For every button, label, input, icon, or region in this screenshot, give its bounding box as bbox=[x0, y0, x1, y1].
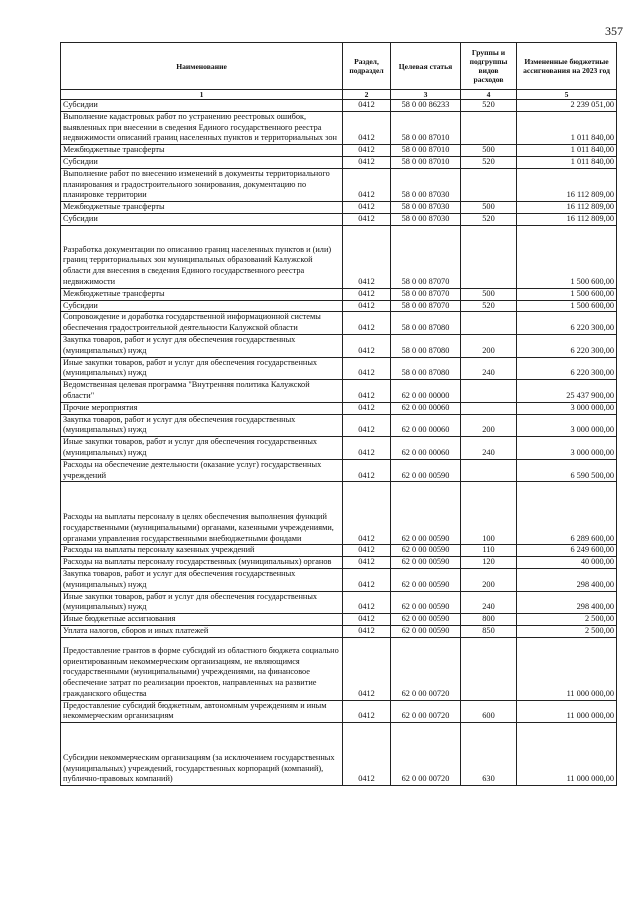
row-name: Сопровождение и доработка государственной информационной системы обеспечения градостроительной деятельности Калужской области bbox=[61, 312, 343, 335]
row-name: Иные закупки товаров, работ и услуг для обеспечения государственных (муниципальных) нужд bbox=[61, 437, 343, 460]
row-target: 58 0 00 87030 bbox=[391, 202, 461, 214]
row-name: Разработка документации по описанию границ населенных пунктов и (или) границ территориальных зон муниципальных образований Калужской области для внесения в сведения Единого государственного реестра недвижимости bbox=[61, 225, 343, 288]
row-group bbox=[461, 225, 517, 288]
table-row bbox=[61, 145, 617, 157]
table-header-row bbox=[61, 43, 617, 90]
row-name: Расходы на выплаты персоналу казенных учреждений bbox=[61, 545, 343, 557]
table-row bbox=[61, 557, 617, 569]
row-section: 0412 bbox=[343, 625, 391, 637]
row-amount: 6 289 600,00 bbox=[517, 482, 617, 545]
row-amount: 25 437 900,00 bbox=[517, 380, 617, 403]
row-section: 0412 bbox=[343, 482, 391, 545]
row-target: 62 0 00 00590 bbox=[391, 614, 461, 626]
row-section: 0412 bbox=[343, 568, 391, 591]
row-amount: 11 000 000,00 bbox=[517, 700, 617, 723]
table-row bbox=[61, 402, 617, 414]
row-section: 0412 bbox=[343, 402, 391, 414]
row-target: 62 0 00 00720 bbox=[391, 723, 461, 786]
row-group: 200 bbox=[461, 568, 517, 591]
column-number: 4 bbox=[461, 90, 517, 100]
row-target: 62 0 00 00590 bbox=[391, 557, 461, 569]
row-amount: 6 590 500,00 bbox=[517, 459, 617, 482]
row-amount: 3 000 000,00 bbox=[517, 414, 617, 437]
row-section: 0412 bbox=[343, 414, 391, 437]
row-group: 520 bbox=[461, 100, 517, 112]
row-amount: 40 000,00 bbox=[517, 557, 617, 569]
row-group bbox=[461, 402, 517, 414]
table-row bbox=[61, 168, 617, 201]
row-section: 0412 bbox=[343, 545, 391, 557]
row-group: 110 bbox=[461, 545, 517, 557]
row-group: 500 bbox=[461, 202, 517, 214]
row-name: Расходы на выплаты персоналу в целях обеспечения выполнения функций государственными (муниципальными) органами, казенными учреждениями, органами управления государственными внебюджетными фондами bbox=[61, 482, 343, 545]
row-name: Межбюджетные трансферты bbox=[61, 145, 343, 157]
row-section: 0412 bbox=[343, 156, 391, 168]
table-row bbox=[61, 111, 617, 144]
row-section: 0412 bbox=[343, 437, 391, 460]
column-number: 2 bbox=[343, 90, 391, 100]
table-row bbox=[61, 380, 617, 403]
table-row bbox=[61, 459, 617, 482]
row-target: 62 0 00 00720 bbox=[391, 637, 461, 700]
row-group: 240 bbox=[461, 437, 517, 460]
row-amount: 2 500,00 bbox=[517, 625, 617, 637]
header-section: Раздел, подраздел bbox=[343, 43, 391, 90]
table-row bbox=[61, 357, 617, 380]
table-row bbox=[61, 202, 617, 214]
table-row bbox=[61, 568, 617, 591]
row-section: 0412 bbox=[343, 357, 391, 380]
row-target: 62 0 00 00590 bbox=[391, 568, 461, 591]
page-number: 357 bbox=[605, 24, 623, 38]
row-amount: 16 112 809,00 bbox=[517, 202, 617, 214]
row-group: 120 bbox=[461, 557, 517, 569]
row-section: 0412 bbox=[343, 225, 391, 288]
row-target: 62 0 00 00590 bbox=[391, 591, 461, 614]
row-group: 240 bbox=[461, 591, 517, 614]
row-section: 0412 bbox=[343, 300, 391, 312]
row-section: 0412 bbox=[343, 213, 391, 225]
row-name: Закупка товаров, работ и услуг для обеспечения государственных (муниципальных) нужд bbox=[61, 568, 343, 591]
row-amount: 16 112 809,00 bbox=[517, 168, 617, 201]
row-group: 500 bbox=[461, 288, 517, 300]
row-amount: 1 500 600,00 bbox=[517, 225, 617, 288]
table-row bbox=[61, 614, 617, 626]
row-group bbox=[461, 459, 517, 482]
table-row bbox=[61, 637, 617, 700]
row-group: 100 bbox=[461, 482, 517, 545]
row-target: 58 0 00 87080 bbox=[391, 312, 461, 335]
row-name: Предоставление грантов в форме субсидий из областного бюджета социально ориентированным некоммерческим организациям, не являющимся государственными (муниципальными) учреждениями, на финансовое обеспечение затрат по реализации проектов, направленных на развитие гражданского общества bbox=[61, 637, 343, 700]
table-row bbox=[61, 300, 617, 312]
row-amount: 3 000 000,00 bbox=[517, 437, 617, 460]
header-name: Наименование bbox=[61, 43, 343, 90]
row-group: 630 bbox=[461, 723, 517, 786]
row-target: 58 0 00 87080 bbox=[391, 357, 461, 380]
row-amount: 1 500 600,00 bbox=[517, 288, 617, 300]
row-target: 62 0 00 00060 bbox=[391, 414, 461, 437]
column-number: 3 bbox=[391, 90, 461, 100]
row-amount: 11 000 000,00 bbox=[517, 723, 617, 786]
row-name: Предоставление субсидий бюджетным, автономным учреждениям и иным некоммерческим организациям bbox=[61, 700, 343, 723]
row-group: 240 bbox=[461, 357, 517, 380]
row-target: 62 0 00 00720 bbox=[391, 700, 461, 723]
row-target: 58 0 00 86233 bbox=[391, 100, 461, 112]
row-section: 0412 bbox=[343, 723, 391, 786]
row-section: 0412 bbox=[343, 145, 391, 157]
row-amount: 6 220 300,00 bbox=[517, 312, 617, 335]
row-section: 0412 bbox=[343, 614, 391, 626]
row-name: Межбюджетные трансферты bbox=[61, 202, 343, 214]
table-row bbox=[61, 225, 617, 288]
row-group: 520 bbox=[461, 300, 517, 312]
row-group: 520 bbox=[461, 213, 517, 225]
row-amount: 11 000 000,00 bbox=[517, 637, 617, 700]
row-target: 58 0 00 87070 bbox=[391, 225, 461, 288]
row-name: Расходы на обеспечение деятельности (оказание услуг) государственных учреждений bbox=[61, 459, 343, 482]
row-group: 800 bbox=[461, 614, 517, 626]
row-section: 0412 bbox=[343, 202, 391, 214]
table-row bbox=[61, 156, 617, 168]
row-target: 62 0 00 00060 bbox=[391, 437, 461, 460]
row-group bbox=[461, 168, 517, 201]
row-amount: 3 000 000,00 bbox=[517, 402, 617, 414]
row-amount: 6 249 600,00 bbox=[517, 545, 617, 557]
table-row bbox=[61, 288, 617, 300]
row-target: 58 0 00 87070 bbox=[391, 288, 461, 300]
row-amount: 2 500,00 bbox=[517, 614, 617, 626]
table-row bbox=[61, 545, 617, 557]
row-section: 0412 bbox=[343, 312, 391, 335]
row-name: Иные бюджетные ассигнования bbox=[61, 614, 343, 626]
row-group: 200 bbox=[461, 334, 517, 357]
row-group bbox=[461, 312, 517, 335]
column-number: 1 bbox=[61, 90, 343, 100]
row-target: 58 0 00 87010 bbox=[391, 111, 461, 144]
row-section: 0412 bbox=[343, 111, 391, 144]
row-section: 0412 bbox=[343, 700, 391, 723]
row-amount: 298 400,00 bbox=[517, 591, 617, 614]
row-target: 58 0 00 87010 bbox=[391, 156, 461, 168]
row-group bbox=[461, 111, 517, 144]
table-row bbox=[61, 414, 617, 437]
table-row bbox=[61, 700, 617, 723]
row-target: 58 0 00 87070 bbox=[391, 300, 461, 312]
row-name: Субсидии bbox=[61, 300, 343, 312]
row-name: Закупка товаров, работ и услуг для обеспечения государственных (муниципальных) нужд bbox=[61, 414, 343, 437]
row-section: 0412 bbox=[343, 591, 391, 614]
table-row bbox=[61, 213, 617, 225]
row-name: Иные закупки товаров, работ и услуг для обеспечения государственных (муниципальных) нужд bbox=[61, 357, 343, 380]
row-group: 200 bbox=[461, 414, 517, 437]
row-amount: 298 400,00 bbox=[517, 568, 617, 591]
column-number: 5 bbox=[517, 90, 617, 100]
table-body bbox=[61, 100, 617, 786]
table-row bbox=[61, 334, 617, 357]
row-group bbox=[461, 637, 517, 700]
row-group: 850 bbox=[461, 625, 517, 637]
table-row bbox=[61, 100, 617, 112]
row-section: 0412 bbox=[343, 459, 391, 482]
table-row bbox=[61, 591, 617, 614]
header-amount: Измененные бюджетные ассигнования на 2023 год bbox=[517, 43, 617, 90]
row-name: Субсидии bbox=[61, 213, 343, 225]
table-row bbox=[61, 723, 617, 786]
row-target: 62 0 00 00060 bbox=[391, 402, 461, 414]
row-target: 58 0 00 87030 bbox=[391, 168, 461, 201]
row-name: Субсидии некоммерческим организациям (за исключением государственных (муниципальных) учреждений, государственных корпораций (компаний), публично-правовых компаний) bbox=[61, 723, 343, 786]
row-section: 0412 bbox=[343, 637, 391, 700]
row-group bbox=[461, 380, 517, 403]
row-section: 0412 bbox=[343, 100, 391, 112]
row-name: Прочие мероприятия bbox=[61, 402, 343, 414]
row-name: Ведомственная целевая программа "Внутренняя политика Калужской области" bbox=[61, 380, 343, 403]
row-amount: 1 011 840,00 bbox=[517, 156, 617, 168]
row-group: 500 bbox=[461, 145, 517, 157]
row-amount: 16 112 809,00 bbox=[517, 213, 617, 225]
row-target: 62 0 00 00590 bbox=[391, 482, 461, 545]
row-target: 62 0 00 00590 bbox=[391, 625, 461, 637]
row-name: Закупка товаров, работ и услуг для обеспечения государственных (муниципальных) нужд bbox=[61, 334, 343, 357]
row-section: 0412 bbox=[343, 168, 391, 201]
column-number-row bbox=[61, 90, 617, 100]
row-target: 58 0 00 87010 bbox=[391, 145, 461, 157]
row-name: Субсидии bbox=[61, 100, 343, 112]
row-section: 0412 bbox=[343, 334, 391, 357]
row-target: 62 0 00 00000 bbox=[391, 380, 461, 403]
row-name: Субсидии bbox=[61, 156, 343, 168]
row-target: 62 0 00 00590 bbox=[391, 545, 461, 557]
row-group: 520 bbox=[461, 156, 517, 168]
row-amount: 6 220 300,00 bbox=[517, 334, 617, 357]
table-row bbox=[61, 625, 617, 637]
row-name: Выполнение кадастровых работ по устранению реестровых ошибок, выявленных при внесении в сведения Единого государственного реестра недвижимости описаний границ населенных пунктов и территориальных зон bbox=[61, 111, 343, 144]
row-name: Уплата налогов, сборов и иных платежей bbox=[61, 625, 343, 637]
budget-table bbox=[60, 42, 617, 786]
table-row bbox=[61, 312, 617, 335]
row-section: 0412 bbox=[343, 288, 391, 300]
row-name: Межбюджетные трансферты bbox=[61, 288, 343, 300]
row-group: 600 bbox=[461, 700, 517, 723]
row-section: 0412 bbox=[343, 380, 391, 403]
row-amount: 1 011 840,00 bbox=[517, 145, 617, 157]
row-amount: 6 220 300,00 bbox=[517, 357, 617, 380]
header-target: Целевая статья bbox=[391, 43, 461, 90]
row-amount: 1 011 840,00 bbox=[517, 111, 617, 144]
table-row bbox=[61, 482, 617, 545]
row-amount: 2 239 051,00 bbox=[517, 100, 617, 112]
row-target: 58 0 00 87030 bbox=[391, 213, 461, 225]
row-name: Иные закупки товаров, работ и услуг для обеспечения государственных (муниципальных) нужд bbox=[61, 591, 343, 614]
row-name: Расходы на выплаты персоналу государственных (муниципальных) органов bbox=[61, 557, 343, 569]
row-target: 58 0 00 87080 bbox=[391, 334, 461, 357]
row-section: 0412 bbox=[343, 557, 391, 569]
row-amount: 1 500 600,00 bbox=[517, 300, 617, 312]
row-name: Выполнение работ по внесению изменений в документы территориального планирования и градостроительного зонирования, документацию по планировке территории bbox=[61, 168, 343, 201]
header-groups: Группы и подгруппы видов расходов bbox=[461, 43, 517, 90]
table-row bbox=[61, 437, 617, 460]
row-target: 62 0 00 00590 bbox=[391, 459, 461, 482]
